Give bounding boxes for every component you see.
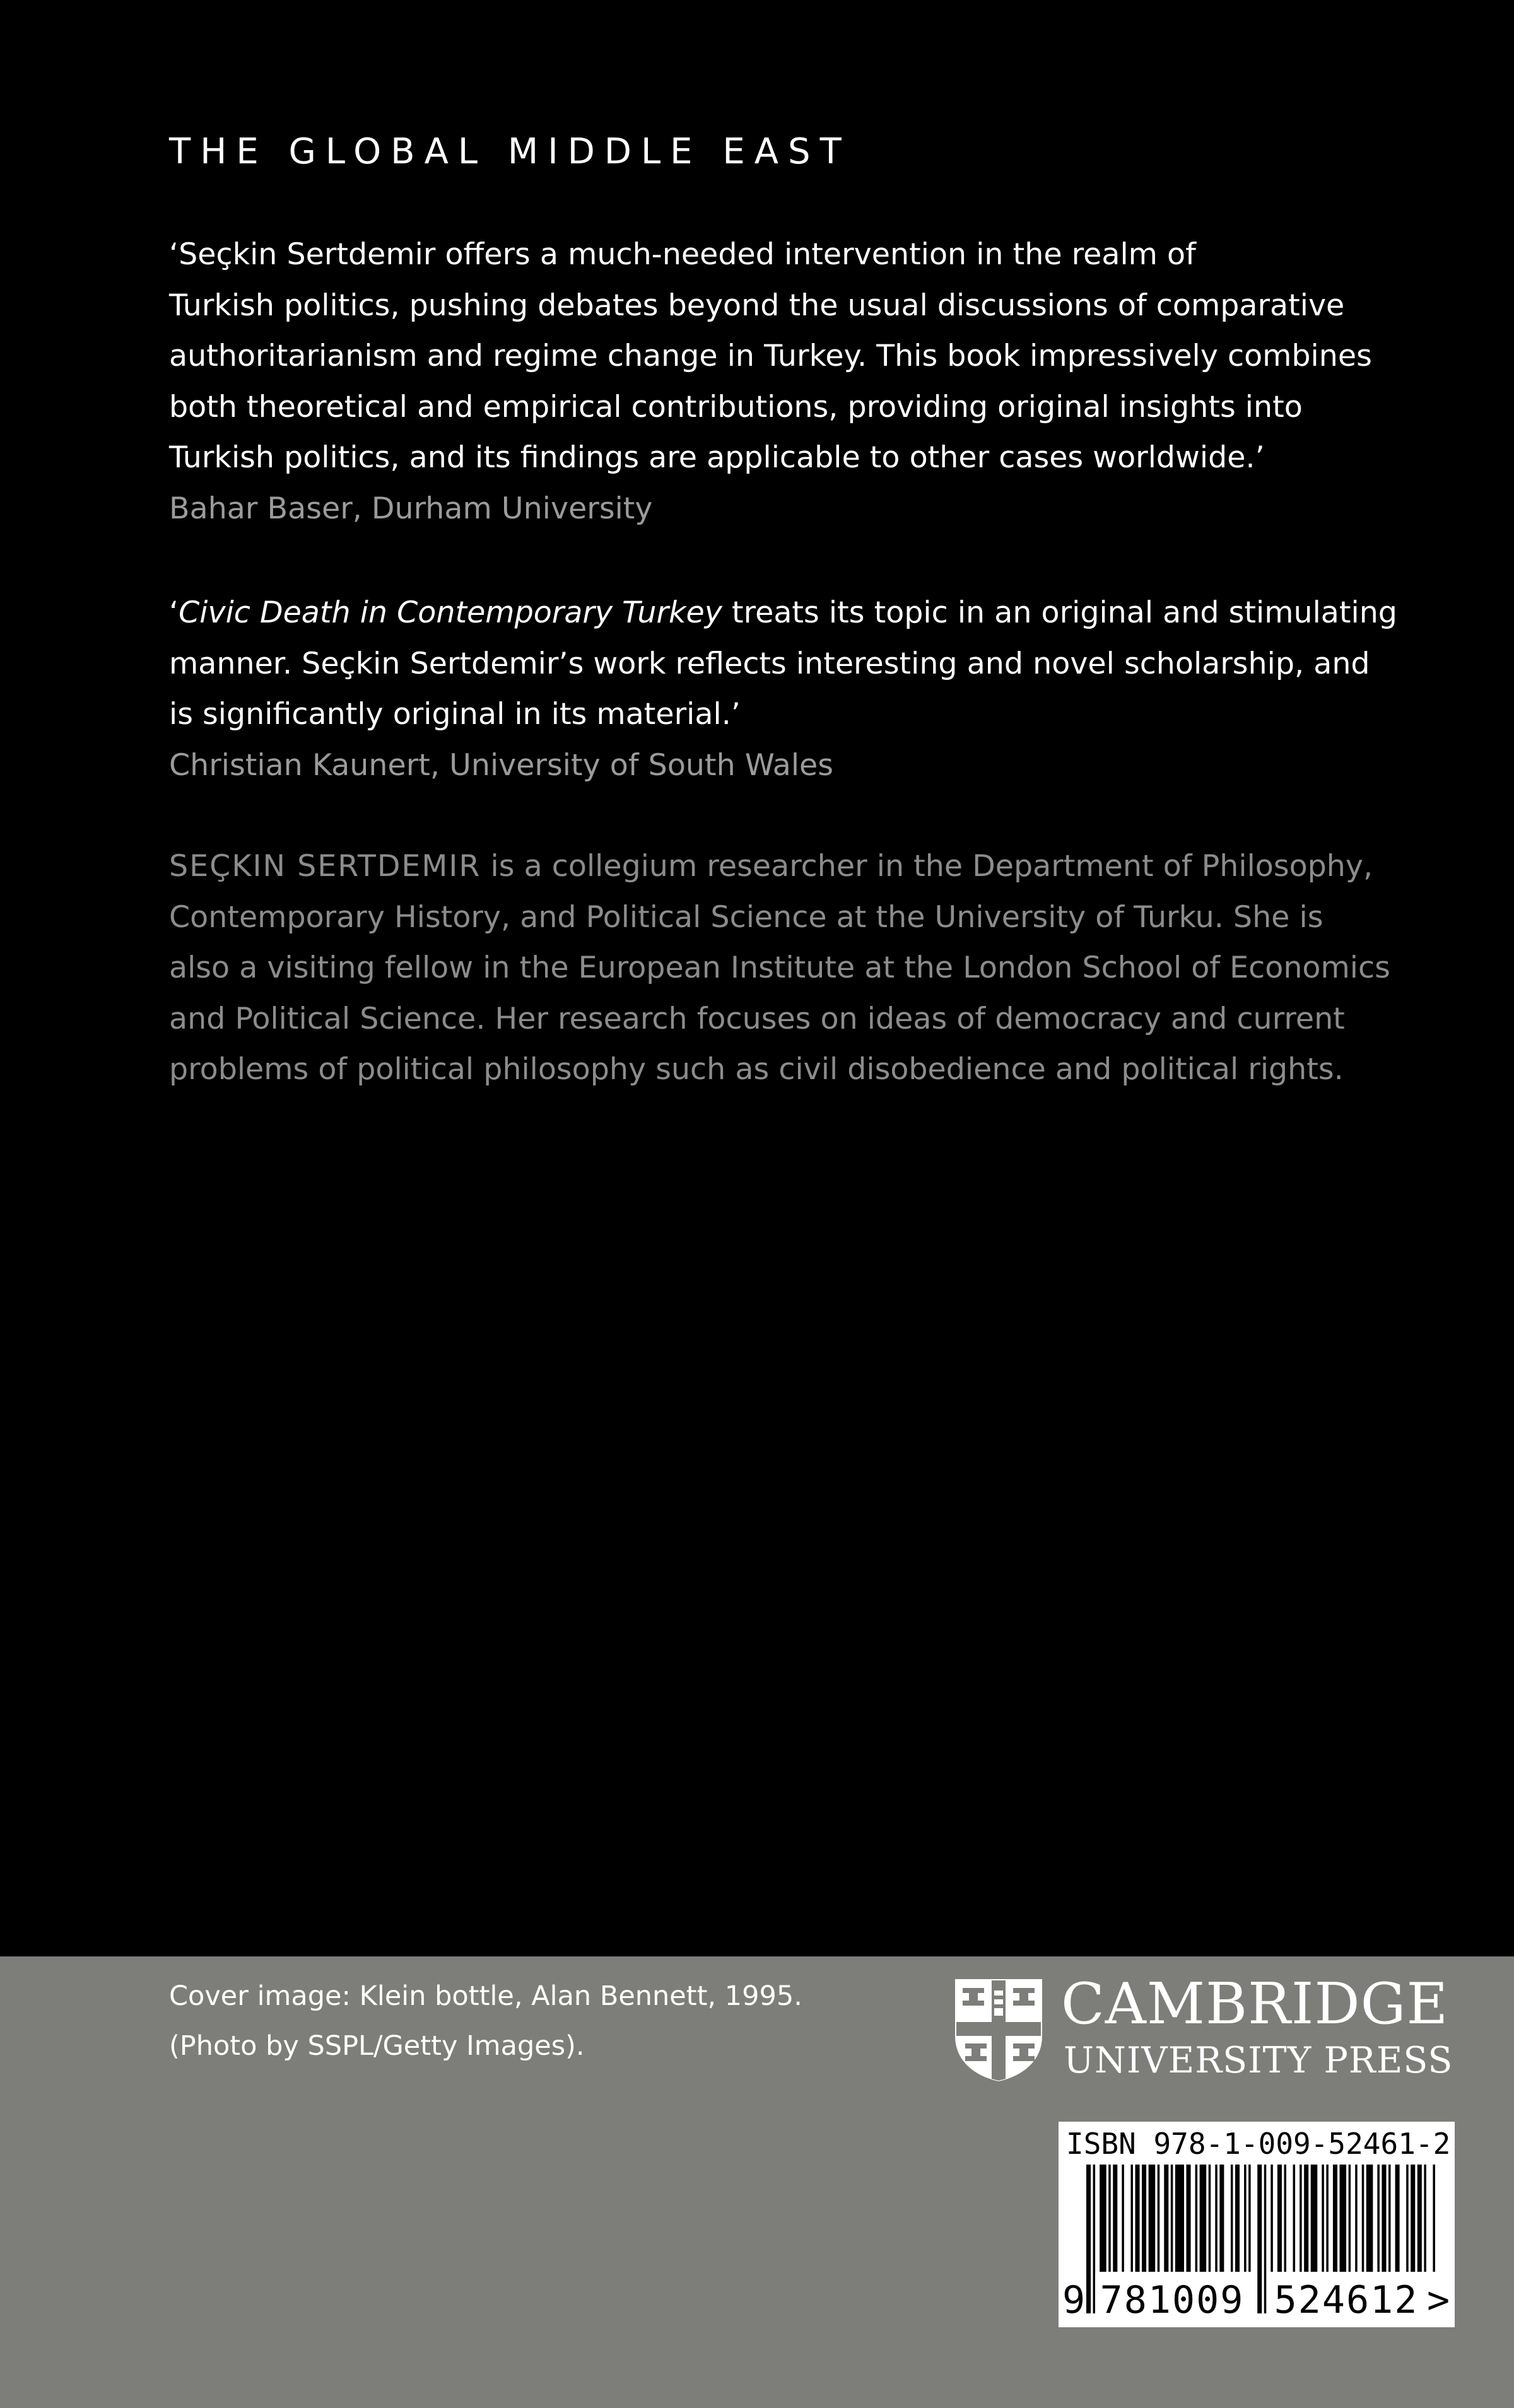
- barcode-digits-right: 524612: [1268, 2273, 1424, 2327]
- barcode-bar: [1186, 2165, 1190, 2272]
- barcode-bar: [1433, 2165, 1435, 2272]
- quote-line: ‘Seçkin Sertdemir offers a much-needed intervention in the realm of: [169, 237, 1196, 272]
- series-title: THE GLOBAL MIDDLE EAST: [169, 131, 851, 172]
- barcode-bar: [1304, 2165, 1308, 2272]
- quote-line: authoritarianism and regime change in Turkey. This book impressively combines: [169, 339, 1372, 373]
- barcode-bar: [1244, 2165, 1247, 2272]
- barcode-bar: [1326, 2165, 1329, 2272]
- barcode-end-mark: >: [1426, 2273, 1451, 2327]
- barcode-bar: [1417, 2165, 1422, 2272]
- barcode-bar: [1355, 2165, 1358, 2272]
- barcode-bar: [1195, 2165, 1198, 2272]
- publisher-name-line2: UNIVERSITY PRESS: [1064, 2040, 1453, 2081]
- barcode-bar: [1293, 2165, 1296, 2272]
- bio-line: problems of political philosophy such as civil disobedience and political rights.: [169, 1052, 1344, 1087]
- quote-line: [169, 588, 1443, 639]
- barcode-bar: [1406, 2165, 1409, 2272]
- barcode-bar: [1322, 2165, 1324, 2272]
- quote-attribution: Bahar Baser, Durham University: [169, 491, 653, 526]
- barcode-bar: [1424, 2165, 1426, 2272]
- barcode-bar: [1219, 2165, 1224, 2272]
- author-name: SEÇKIN SERTDEMIR: [169, 849, 481, 884]
- barcode-bar: [1257, 2165, 1262, 2313]
- barcode-bar: [1382, 2165, 1386, 2272]
- barcode-bar: [1231, 2165, 1233, 2272]
- endorsement-quote-2: [169, 588, 1443, 791]
- barcode-bar: [1388, 2165, 1391, 2272]
- barcode-bar: [1215, 2165, 1218, 2272]
- barcode-bar: [1362, 2165, 1364, 2272]
- barcode-bar: [1175, 2165, 1184, 2272]
- quote-line: is significantly original in its material.’: [169, 697, 741, 732]
- barcode-bar: [1300, 2165, 1302, 2272]
- barcode-bar: [1270, 2165, 1273, 2272]
- barcode-bar: [1366, 2165, 1373, 2272]
- isbn-label: ISBN 978-1-009-52461-2: [1066, 2127, 1451, 2161]
- barcode-bar: [1135, 2165, 1139, 2272]
- bio-line: and Political Science. Her research focuses on ideas of democracy and current: [169, 1001, 1345, 1036]
- barcode-bar: [1377, 2165, 1380, 2272]
- bio-line: also a visiting fellow in the European Institute at the London School of Economics: [169, 950, 1390, 985]
- barcode-bar: [1108, 2165, 1111, 2272]
- barcode-bar: [1158, 2165, 1160, 2272]
- barcode-lead-digit: 9: [1061, 2273, 1086, 2327]
- barcode-bar: [1209, 2165, 1211, 2272]
- barcode-bar: [1142, 2165, 1146, 2272]
- barcode-bar: [1311, 2165, 1318, 2272]
- barcode-bar: [1411, 2165, 1415, 2272]
- barcode-bar: [1349, 2165, 1351, 2272]
- barcode-digits-left: 781009: [1095, 2273, 1249, 2327]
- quote-line: Turkish politics, pushing debates beyond the usual discussions of comparative: [169, 288, 1345, 323]
- barcode-bar: [1130, 2165, 1133, 2272]
- bio-line-rest: is a collegium researcher in the Department of Philosophy,: [481, 849, 1373, 884]
- barcode-bar: [1277, 2165, 1282, 2272]
- quote-line: both theoretical and empirical contributions, providing original insights into: [169, 389, 1303, 424]
- quote-line: manner. Seçkin Sertdemir’s work reflects interesting and novel scholarship, and: [169, 646, 1370, 681]
- barcode-bar: [1122, 2165, 1124, 2272]
- barcode-bar: [1248, 2165, 1251, 2272]
- quote-attribution: Christian Kaunert, University of South Wales: [169, 747, 834, 783]
- barcode-bar: [1333, 2165, 1337, 2272]
- barcode-bar: [1235, 2165, 1240, 2272]
- barcode-bar: [1171, 2165, 1173, 2272]
- endorsement-quote-1: [169, 230, 1443, 534]
- barcode-bar: [1395, 2165, 1400, 2272]
- quote-line-rest: treats its topic in an original and stimulating: [722, 595, 1397, 630]
- barcode-bar: [1264, 2165, 1267, 2313]
- cambridge-shield-icon: [954, 1978, 1043, 2083]
- barcode-bar: [1100, 2165, 1106, 2272]
- credit-line: Cover image: Klein bottle, Alan Bennett, 1995.: [169, 1980, 802, 2012]
- quote-line: Turkish politics, and its findings are applicable to other cases worldwide.’: [169, 440, 1265, 475]
- bio-line: Contemporary History, and Political Science at the University of Turku. She is: [169, 899, 1323, 935]
- barcode-bar: [1200, 2165, 1207, 2272]
- author-bio: [169, 841, 1443, 1096]
- publisher-name-line1: CAMBRIDGE: [1061, 1971, 1449, 2037]
- barcode-bar: [1086, 2165, 1091, 2313]
- cover-image-credit: [169, 1972, 802, 2071]
- barcode-bar: [1113, 2165, 1117, 2272]
- barcode-bar: [1164, 2165, 1168, 2272]
- barcode-bar: [1149, 2165, 1156, 2272]
- bio-line: [169, 841, 1443, 892]
- barcode-bar: [1284, 2165, 1286, 2272]
- credit-line: (Photo by SSPL/Getty Images).: [169, 2030, 585, 2062]
- open-quote-mark: ‘: [169, 595, 179, 630]
- barcode-bar: [1340, 2165, 1347, 2272]
- book-title: Civic Death in Contemporary Turkey: [179, 595, 722, 630]
